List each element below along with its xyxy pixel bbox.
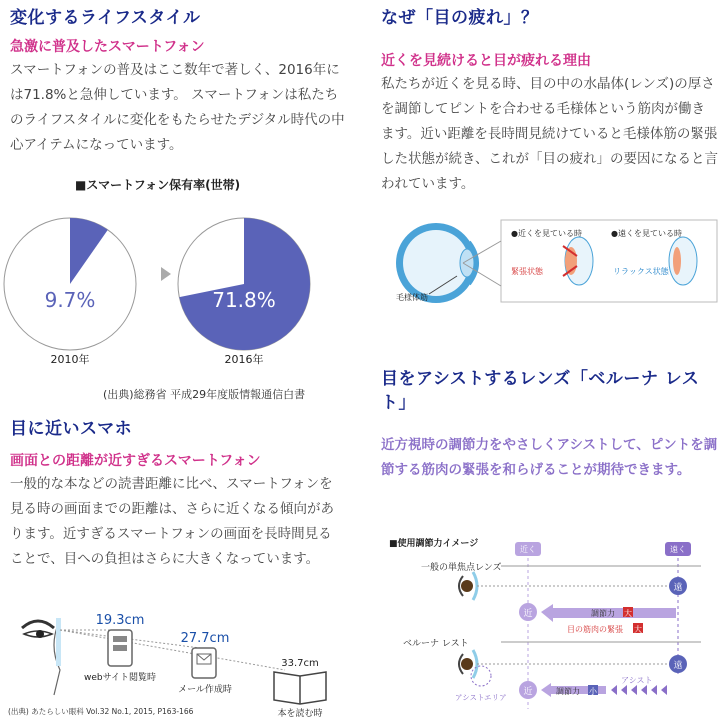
pie-charts	[0, 195, 360, 375]
relax-state: リラックス状態	[613, 267, 669, 276]
eyebrow-icon	[22, 621, 54, 628]
lens-icon	[56, 618, 61, 666]
body-lifestyle: スマートフォンの普及はここ数年で著しく、2016年には71.8%と急伸しています。 スマートフォンは私たちのライフスタイルに変化をもたらせたデジタル時代の中心アイテムになっています。	[10, 62, 345, 153]
pie-2010-label: 2010年	[50, 353, 90, 366]
source-1: (出典)総務省 平成29年度版情報通信白書	[103, 388, 306, 401]
svg-text:遠く: 遠く	[670, 545, 686, 554]
ciliary-diagram	[381, 216, 721, 306]
distance-book: 33.7cm	[281, 658, 319, 669]
svg-text:近: 近	[523, 609, 533, 619]
distance-diagram	[0, 600, 360, 728]
accommodation-diagram	[381, 534, 721, 714]
section-title-eye-fatigue: なぜ「目の疲れ」？	[381, 8, 539, 28]
pie-2016-label: 2016年	[224, 353, 264, 366]
distance-mail: 27.7cm	[180, 631, 230, 646]
pie-2010	[4, 218, 136, 366]
svg-text:大: 大	[624, 609, 632, 618]
relaxed-lens-icon	[673, 247, 681, 275]
diagram-title: ■使用調節力イメージ	[389, 539, 479, 549]
pie-2016-value: 71.8%	[212, 288, 276, 312]
distance-book-label: 本を読む時	[277, 709, 323, 719]
near-label: ●近くを見ている時	[511, 229, 582, 238]
subtitle-fatigue-reason: 近くを見続けると目が疲れる理由	[381, 53, 591, 69]
section-title-assist-lens: 目をアシストするレンズ「ベルーナ レスト」	[381, 369, 700, 413]
pie-2016	[178, 218, 310, 366]
pie-2010-value: 9.7%	[44, 288, 96, 312]
subtitle-smartphone-spread: 急激に普及したスマートフォン	[10, 39, 205, 55]
body-eye-fatigue: 私たちが近くを見る時、目の中の水晶体(レンズ)の厚さを調節してピントを合わせる毛様体という筋肉が働きます。近い距離を長時間見続けていると毛様体筋の緊張した状態が続き、これが「目の疲れ」の要因になると言われています。	[381, 76, 718, 192]
pupil-icon	[36, 630, 44, 638]
svg-text:近: 近	[523, 687, 533, 697]
svg-text:小: 小	[589, 687, 597, 696]
chart-title: ■スマートフォン保有率(世帯)	[75, 178, 241, 192]
subtitle-distance: 画面との距離が近すぎるスマートフォン	[10, 453, 261, 469]
arrow-right-icon	[161, 267, 171, 281]
tense-state: 緊張状態	[511, 267, 543, 276]
distance-mail-label: メール作成時	[178, 685, 232, 695]
body-close-phone: 一般的な本などの読書距離に比べ、スマートフォンを見る時の画面までの距離は、さらに近くなる傾向があります。近すぎるスマートフォンの画面を長時間見ることで、目への負担はさらに大きくなっています。	[10, 476, 334, 567]
ciliary-muscle-label: 毛様体筋	[396, 293, 428, 302]
distance-web: 19.3cm	[95, 613, 145, 628]
row1-label: 一般の単焦点レンズ	[421, 563, 502, 573]
svg-text:遠: 遠	[673, 583, 683, 593]
svg-text:調節力: 調節力	[591, 609, 615, 618]
svg-text:大: 大	[634, 625, 642, 634]
assist-label: アシスト	[621, 676, 653, 685]
source-2: (出典) あたらしい眼科 Vol.32 No.1, 2015, P163-166	[8, 707, 194, 716]
section-title-close-phone: 目に近いスマホ	[10, 419, 133, 439]
distance-web-label: webサイト閲覧時	[84, 673, 156, 683]
section-title-lifestyle: 変化するライフスタイル	[10, 8, 201, 28]
assist-chevrons-icon	[611, 685, 667, 695]
far-label: ●遠くを見ている時	[611, 229, 682, 238]
strain-label: 目の筋肉の緊張	[567, 625, 623, 634]
row2-label: ベルーナ レスト	[403, 639, 469, 649]
svg-text:遠: 遠	[673, 661, 683, 671]
svg-text:調節力: 調節力	[556, 687, 580, 696]
assist-area-label: アシストエリア	[455, 693, 507, 702]
svg-text:近く: 近く	[520, 545, 536, 554]
lead-assist: 近方視時の調節力をやさしくアシストして、ピントを調節する筋肉の緊張を和らげることが期待できます。	[381, 437, 718, 478]
